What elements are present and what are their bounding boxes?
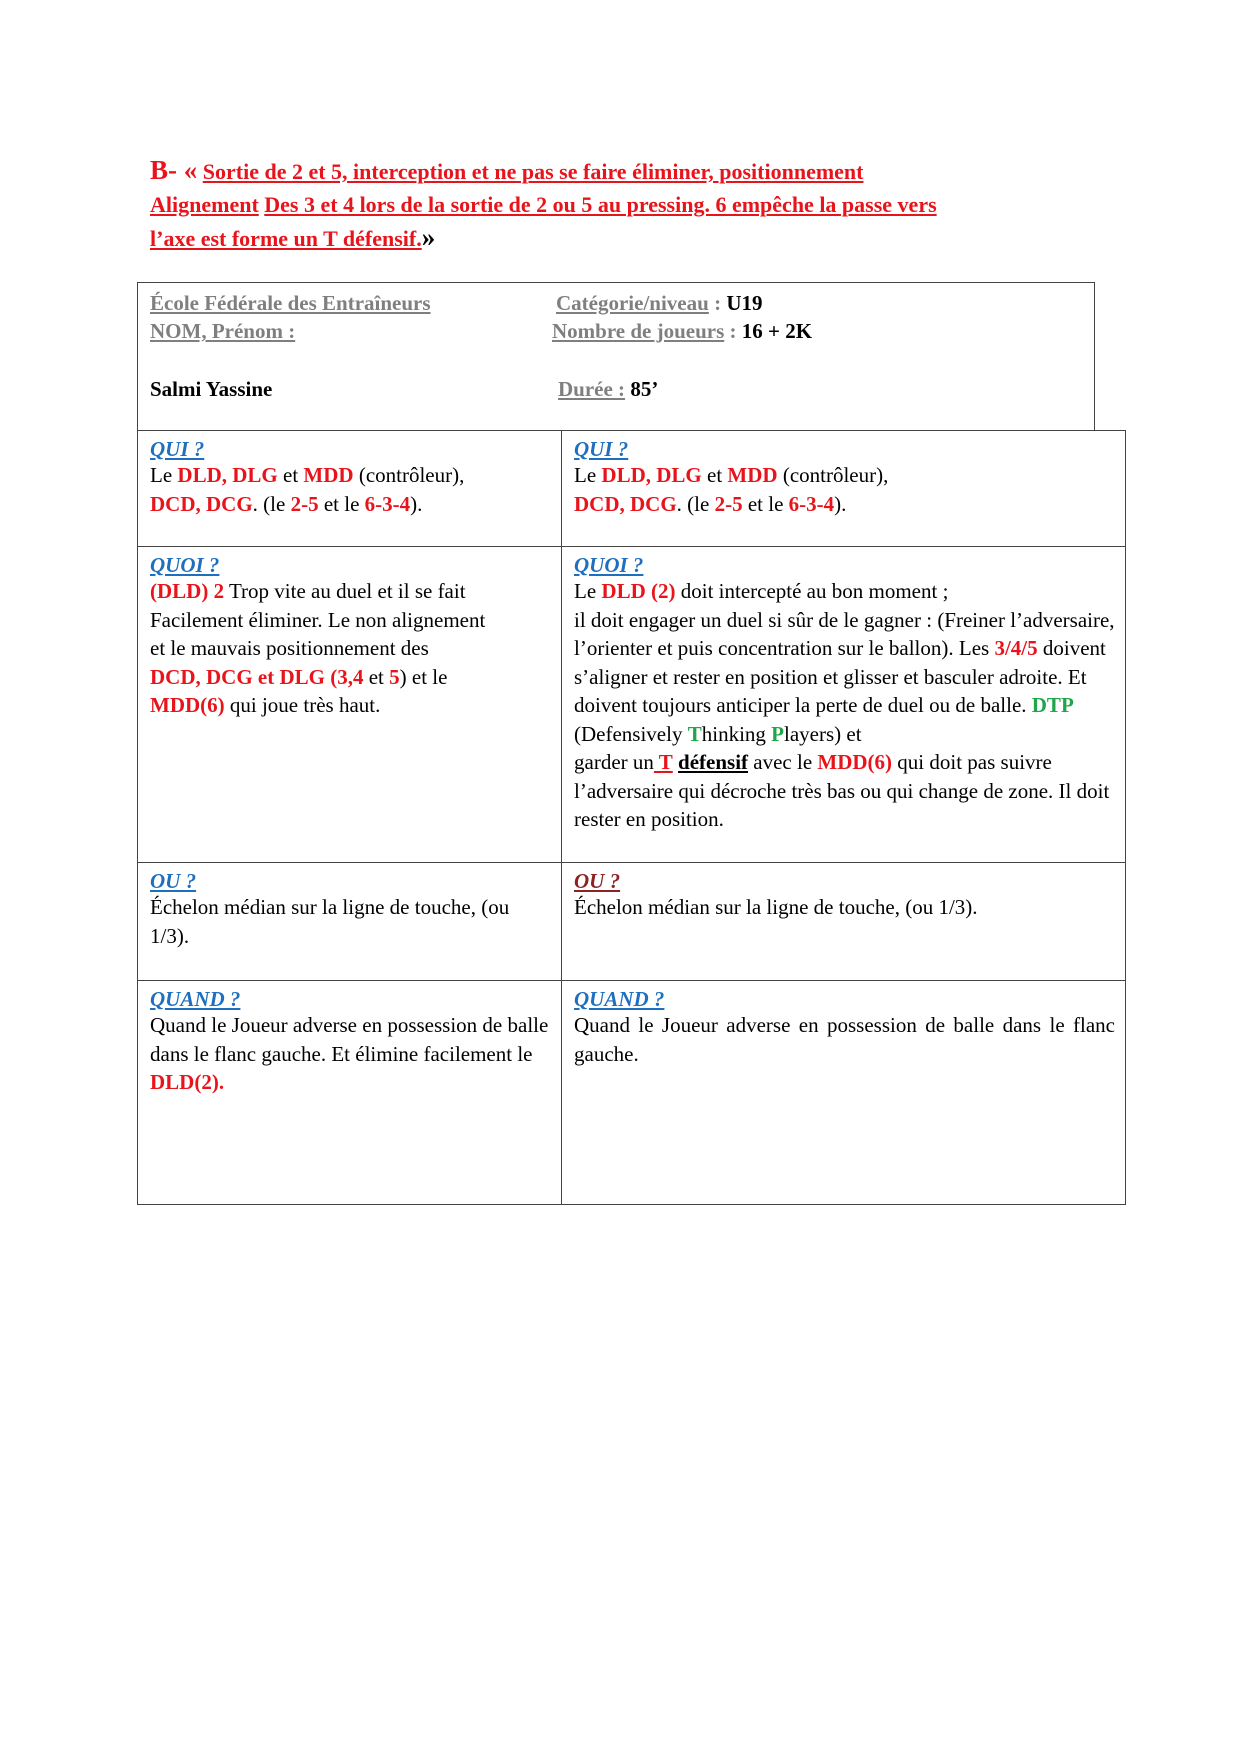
roles: DCD, DCG [574, 491, 677, 516]
text: garder un [574, 750, 654, 774]
role-dld: (DLD) 2 [150, 579, 225, 603]
qui-right-cell [562, 431, 1126, 547]
title-line1: Sortie de 2 et 5, interception et ne pas se faire éliminer, positionnement [202, 159, 864, 184]
quand-right-cell [562, 981, 1126, 1205]
text: qui joue très haut. [224, 693, 381, 717]
text: Le [150, 463, 178, 487]
ou-right-cell [562, 863, 1126, 981]
text: Le [574, 579, 602, 603]
coach-name: Salmi Yassine [150, 377, 273, 401]
role-mdd: MDD(6) [817, 750, 893, 774]
ou-left-text: Échelon médian sur la ligne de touche, (ou 1/3). [150, 895, 510, 948]
text: layers) et [783, 721, 862, 746]
category-label: Catégorie/niveau [556, 291, 709, 315]
quoi-left-cell [138, 547, 562, 863]
text: et le [742, 491, 789, 516]
dtp-acronym: DTP [1031, 693, 1074, 717]
players-label: Nombre de joueurs [552, 319, 725, 343]
defensif-word: défensif [678, 750, 749, 774]
text: . (le [252, 491, 291, 516]
title-line2b: Des 3 et 4 lors de la sortie de 2 ou 5 au pressing. 6 empêche la passe vers [264, 192, 937, 217]
quand-heading: QUAND ? [150, 987, 241, 1011]
qui-heading: QUI ? [150, 437, 205, 461]
text: ). [410, 491, 423, 516]
role-mdd: MDD [727, 463, 778, 487]
name-label: NOM, Prénom : [150, 319, 296, 343]
formation: 6-3-4 [788, 491, 835, 516]
ou-heading: OU ? [150, 869, 197, 893]
t-letter: T [653, 750, 673, 774]
quoi-heading: QUOI ? [150, 553, 220, 577]
text: (contrôleur), [353, 463, 465, 487]
role-mdd: MDD [303, 463, 354, 487]
title-prefix: B- « [150, 155, 198, 185]
text: qui doit pas suivre l’adversaire qui décroche très bas ou qui change de zone. Il doit rester en position. [574, 750, 1110, 831]
qui-heading: QUI ? [574, 437, 629, 461]
exercise-title [150, 154, 1110, 255]
role-dld: DLD (2) [601, 579, 676, 603]
school-name: École Fédérale des Entraîneurs [150, 291, 431, 315]
duration-line [558, 377, 658, 402]
formation: 6-3-4 [364, 491, 411, 516]
role-mdd: MDD(6) [150, 693, 225, 717]
title-line2a: Alignement [150, 192, 259, 217]
qui-left-cell [138, 431, 562, 547]
text: ). [834, 491, 847, 516]
quand-right-text: Quand le Joueur adverse en possession de balle dans le flanc gauche. [574, 1013, 1115, 1066]
roles: DCD, DCG [150, 491, 253, 516]
quand-left-text: Quand le Joueur adverse en possession de balle dans le flanc gauche. Et élimine facilement le [150, 1013, 549, 1066]
category-line [556, 291, 762, 316]
text: il doit engager un duel si sûr de le gagner : (Freiner l’adversaire, l’orienter et puis concentration sur le ballon). Les [574, 607, 1115, 660]
roles: DLD, DLG [177, 463, 278, 487]
duration-value: 85’ [625, 377, 659, 401]
quand-heading: QUAND ? [574, 987, 665, 1011]
text: . (le [676, 491, 715, 516]
number: 5 [389, 664, 400, 689]
players-line [552, 319, 812, 344]
text: et le mauvais positionnement des [150, 636, 429, 660]
category-sep: : [708, 291, 727, 315]
ou-left-cell [138, 863, 562, 981]
duration-label: Durée : [558, 377, 626, 401]
quand-left-cell [138, 981, 562, 1205]
text: (contrôleur), [777, 463, 889, 487]
quoi-right-cell [562, 547, 1126, 863]
table-row-quoi [138, 547, 1126, 863]
text: (Defensively [574, 721, 688, 746]
text: hinking [701, 721, 772, 746]
text: et [701, 463, 728, 487]
ou-right-text: Échelon médian sur la ligne de touche, (ou 1/3). [574, 895, 978, 919]
text: ) et le [399, 664, 448, 689]
text: doivent s’aligner et rester en position et glisser et basculer adroite. Et doivent toujours anticiper la perte de duel ou de balle. [574, 636, 1106, 717]
text: et [277, 463, 304, 487]
quoi-heading: QUOI ? [574, 553, 644, 577]
roles: DCD, DCG et DLG (3,4 [150, 664, 364, 689]
players-value: 16 + 2K [741, 319, 813, 343]
text: Trop vite au duel et il se fait [224, 579, 466, 603]
players-sep: : [724, 319, 742, 343]
table-row-quand [138, 981, 1126, 1205]
text: avec le [748, 750, 818, 774]
formation: 2-5 [290, 491, 319, 516]
numbers: 3/4/5 [994, 636, 1038, 660]
formation: 2-5 [714, 491, 743, 516]
text: doit intercepté au bon moment ; [675, 579, 949, 603]
text: Le [574, 463, 602, 487]
table-row-qui [138, 431, 1126, 547]
letter: P [771, 721, 784, 746]
category-value: U19 [726, 291, 763, 315]
ou-heading-red: OU ? [574, 869, 621, 893]
info-box [137, 282, 1095, 430]
title-line3: l’axe est forme un T défensif. [150, 226, 422, 251]
text: et le [318, 491, 365, 516]
table-row-ou [138, 863, 1126, 981]
roles: DLD, DLG [601, 463, 702, 487]
analysis-table [137, 430, 1126, 1205]
title-suffix: » [421, 222, 436, 252]
text: Facilement éliminer. Le non alignement [150, 607, 486, 632]
text: et [363, 664, 390, 689]
role-dld: DLD(2). [150, 1070, 225, 1094]
letter: T [687, 721, 702, 746]
